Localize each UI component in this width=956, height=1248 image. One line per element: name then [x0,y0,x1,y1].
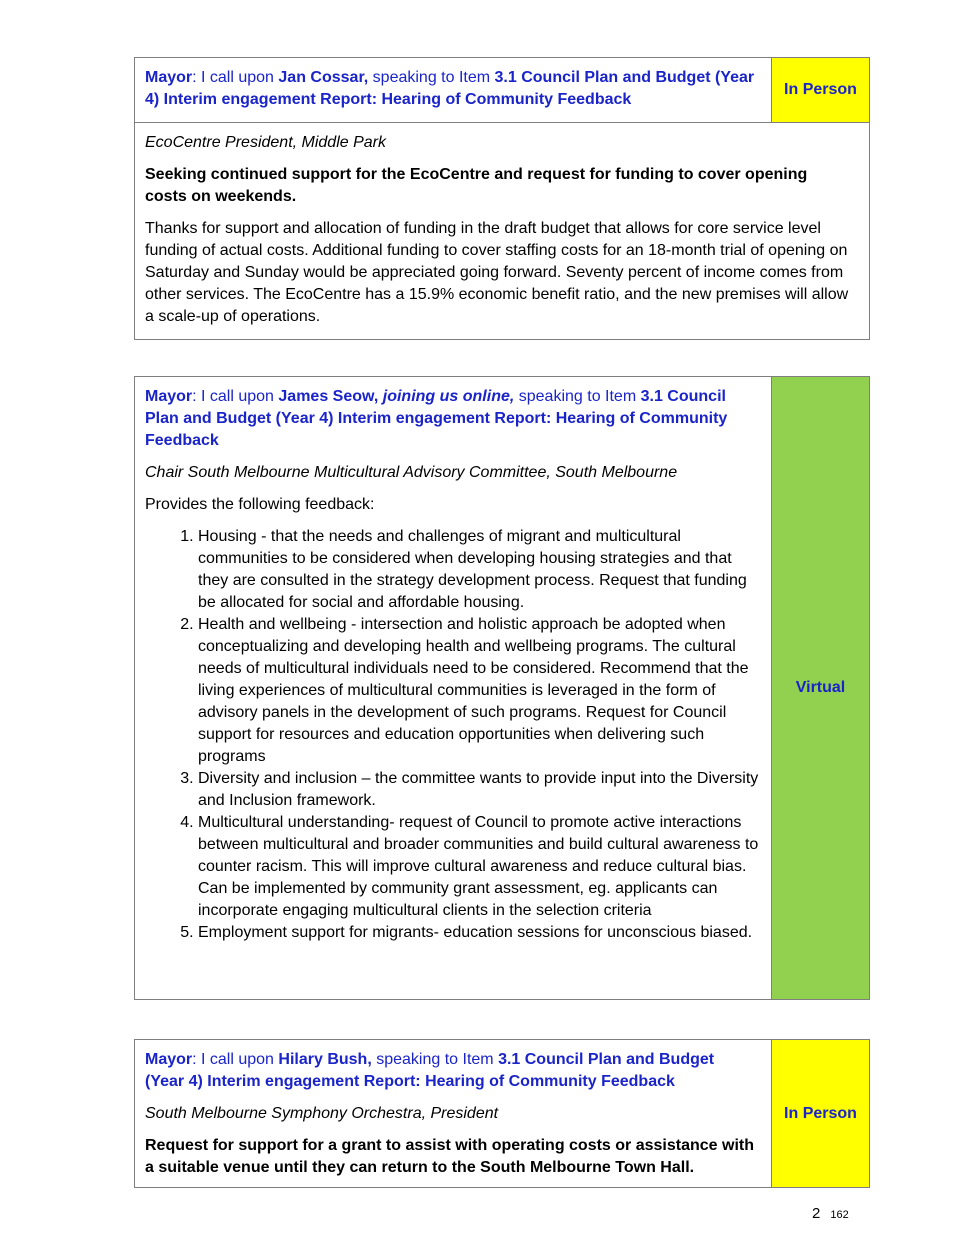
request-body: Thanks for support and allocation of funding in the draft budget that allows for core service level funding of actual costs. Additional funding to cover staffing costs for an 18-month trial of opening on Saturday and Sunday would be appreciated going forward. Seventy percent of income comes from other services. The EcoCentre has a 15.9% economic benefit ratio, and the new premises will allow a scale-up of operations. [145,220,849,325]
page-footer [812,1205,849,1222]
speaker-name: Hilary Bush, [278,1051,372,1068]
list-item: 1. Housing - that the needs and challenges of migrant and multicultural communities to be considered when developing housing strategies and that they are consulted in the strategy development process. Request that funding be allocated for social and affordable housing. [198,526,759,614]
list-item: 3. Diversity and inclusion – the committee wants to provide input into the Diversity and Inclusion framework. [198,768,759,812]
item-title: 3.1 Council Plan and Budget (Year 4) Interim engagement Report: Hearing of Community Feedback [145,69,755,108]
list-item: 2. Health and wellbeing - intersection and holistic approach be adopted when conceptualizing and developing health and wellbeing programs. The cultural needs of multicultural individuals need to be considered. Recommend that the living experiences of multicultural communities is leveraged in the form of advisory panels in the development of such programs. Request for Council support for resources and education opportunities when delivering such programs [198,614,759,768]
card-header [135,58,772,122]
card-content [135,377,772,999]
document-page-number: 162 [830,1209,849,1221]
speaker-role: EcoCentre President, Middle Park [145,134,386,151]
page-number: 2 [812,1205,821,1222]
mayor-call-line: Mayor: I call upon Jan Cossar, speaking to Item 3.1 Council Plan and Budget (Year 4) Interim engagement Report: Hearing of Community Feedback [145,69,755,108]
status-badge: In Person [772,58,869,122]
item-title: 3.1 Council Plan and Budget (Year 4) Interim engagement Report: Hearing of Community Feedback [145,1051,715,1090]
feedback-intro: Provides the following feedback: [145,496,375,513]
item-title: 3.1 Council Plan and Budget (Year 4) Interim engagement Report: Hearing of Community Feedback [145,388,728,449]
speaker-name: James Seow, [278,388,379,405]
card-content [135,1040,772,1187]
speaker-role: Chair South Melbourne Multicultural Advisory Committee, South Melbourne [145,464,678,481]
mayor-call-line: Mayor: I call upon Hilary Bush, speaking to Item 3.1 Council Plan and Budget (Year 4) Interim engagement Report: Hearing of Community Feedback [145,1051,715,1090]
status-badge: Virtual [772,377,869,999]
speaker-card-jan-cossar [134,57,870,340]
online-note: joining us online, [382,388,515,405]
list-item: 5. Employment support for migrants- education sessions for unconscious biased. [198,922,759,944]
request-summary: Request for support for a grant to assist with operating costs or assistance with a suitable venue until they can return to the South Melbourne Town Hall. [145,1137,754,1176]
list-item: 4. Multicultural understanding- request of Council to promote active interactions between multicultural and broader communities and build cultural awareness to counter racism. This will improve cultural awareness and reduce cultural bias. Can be implemented by community grant assessment, eg. applicants can incorporate engaging multicultural clients in the selection criteria [198,812,759,922]
speaker-name: Jan Cossar, [278,69,369,86]
speaker-card-hilary-bush [134,1039,870,1188]
feedback-list [135,526,771,944]
speaker-role: South Melbourne Symphony Orchestra, President [145,1105,499,1122]
mayor-call-line: Mayor: I call upon James Seow, joining us online, speaking to Item 3.1 Council Plan and Budget (Year 4) Interim engagement Report: Hearing of Community Feedback [145,388,728,449]
status-badge: In Person [772,1040,869,1187]
card-body [135,123,869,339]
speaker-card-james-seow [134,376,870,1000]
request-summary: Seeking continued support for the EcoCentre and request for funding to cover opening costs on weekends. [145,166,808,205]
